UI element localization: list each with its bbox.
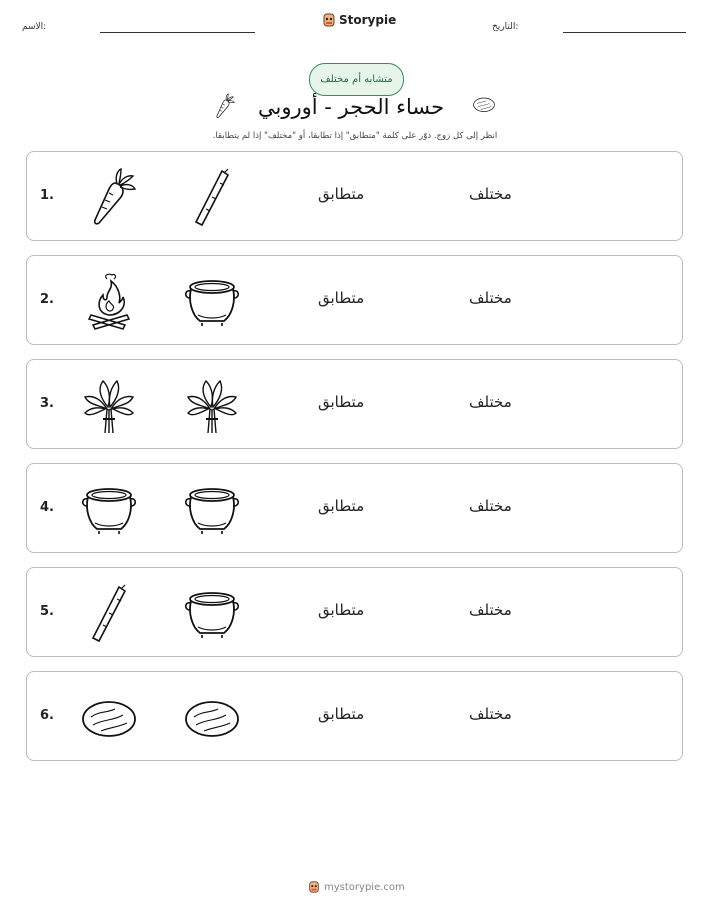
- different-option[interactable]: مختلف: [469, 497, 512, 515]
- same-option[interactable]: متطابق: [318, 705, 365, 723]
- stone-icon: [182, 687, 242, 747]
- question-number: 2.: [40, 292, 54, 307]
- pot-icon: [182, 583, 242, 643]
- same-option[interactable]: متطابق: [318, 185, 365, 203]
- different-option[interactable]: مختلف: [469, 705, 512, 723]
- footer-url[interactable]: mystorypie.com: [324, 881, 405, 893]
- question-row: [26, 671, 683, 761]
- question-row: [26, 359, 683, 449]
- date-line[interactable]: [563, 32, 686, 33]
- same-option[interactable]: متطابق: [318, 393, 365, 411]
- different-option[interactable]: مختلف: [469, 393, 512, 411]
- herbs-icon: [79, 375, 139, 435]
- question-row: [26, 255, 683, 345]
- question-row: [26, 151, 683, 241]
- carrot-icon: [210, 90, 236, 122]
- question-number: 4.: [40, 500, 54, 515]
- campfire-icon: [79, 271, 139, 331]
- question-number: 1.: [40, 188, 54, 203]
- storypie-logo: [322, 12, 396, 28]
- brand-name: Storypie: [339, 13, 397, 27]
- stone-icon: [79, 687, 139, 747]
- page-title: حساء الحجر - أوروبي: [258, 95, 445, 119]
- different-option[interactable]: مختلف: [469, 601, 512, 619]
- name-label: الاسم:: [22, 22, 47, 32]
- same-option[interactable]: متطابق: [318, 289, 365, 307]
- storypie-mascot-icon: [322, 12, 336, 28]
- activity-type-badge: متشابه أم مختلف: [309, 63, 404, 96]
- stick-icon: [182, 167, 242, 227]
- question-number: 3.: [40, 396, 54, 411]
- name-line[interactable]: [100, 32, 255, 33]
- footer: [308, 880, 405, 894]
- pot-icon: [79, 479, 139, 539]
- question-row: [26, 567, 683, 657]
- different-option[interactable]: مختلف: [469, 185, 512, 203]
- pot-icon: [182, 271, 242, 331]
- pot-icon: [182, 479, 242, 539]
- carrot-icon: [79, 167, 139, 227]
- question-row: [26, 463, 683, 553]
- herbs-icon: [182, 375, 242, 435]
- same-option[interactable]: متطابق: [318, 497, 365, 515]
- different-option[interactable]: مختلف: [469, 289, 512, 307]
- date-label: التاريخ:: [492, 22, 519, 32]
- stick-icon: [79, 583, 139, 643]
- stone-icon: [467, 92, 501, 116]
- storypie-mascot-icon: [308, 880, 320, 894]
- same-option[interactable]: متطابق: [318, 601, 365, 619]
- question-number: 5.: [40, 604, 54, 619]
- instructions: انظر إلى كل زوج. دوّر على كلمة "متطابق" إذا تطابقا، أو "مختلف" إذا لم يتطابقا.: [212, 131, 498, 141]
- question-number: 6.: [40, 708, 54, 723]
